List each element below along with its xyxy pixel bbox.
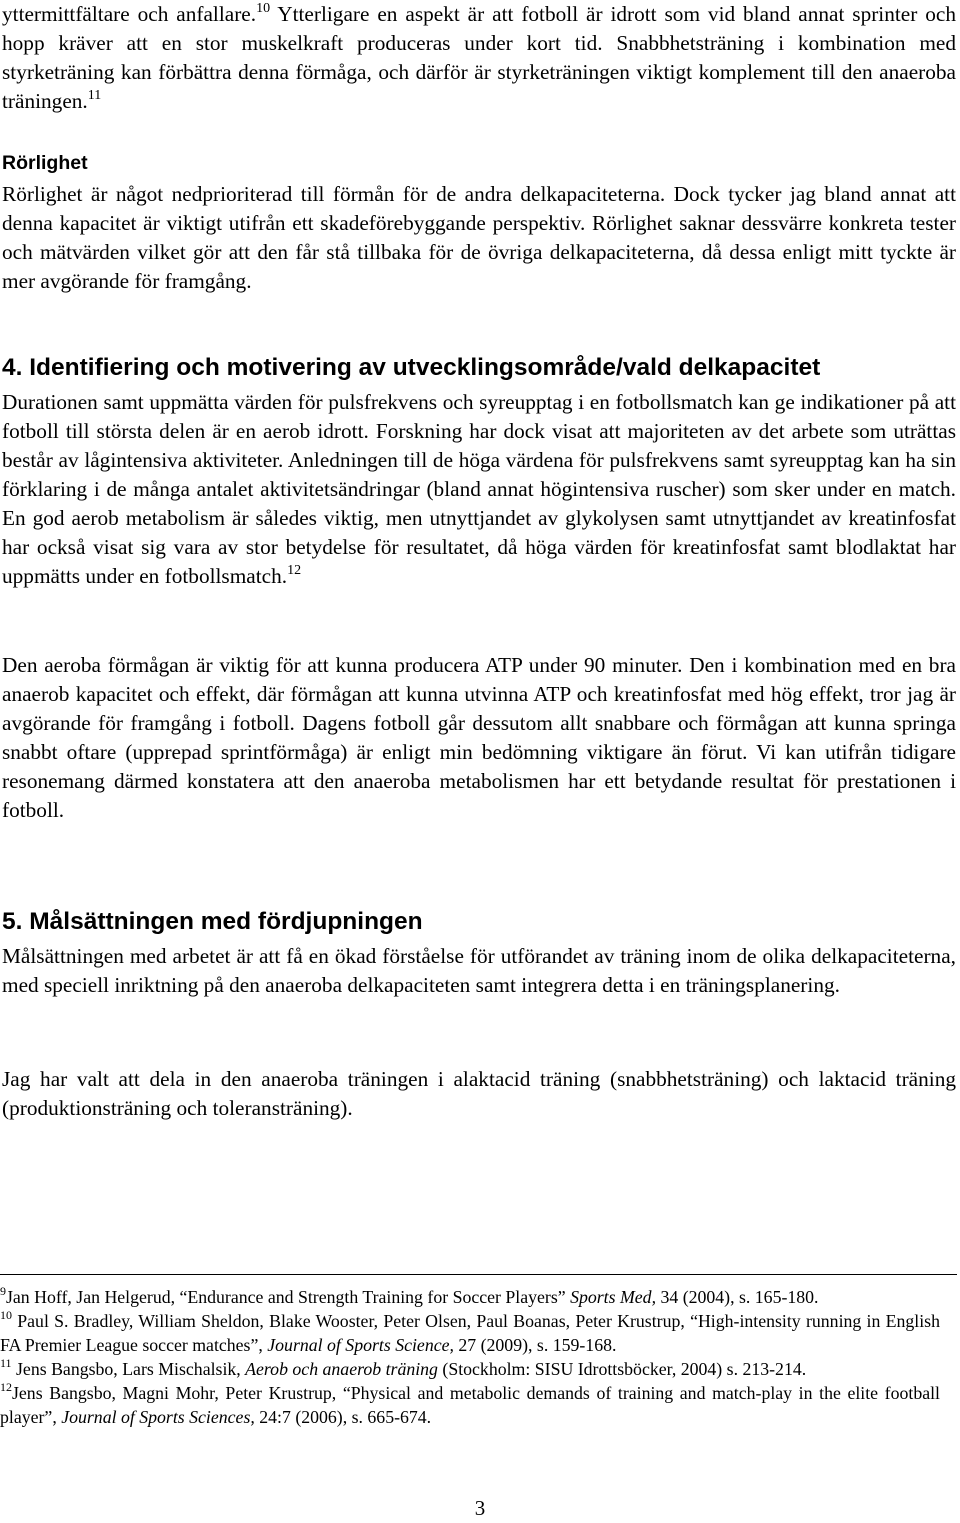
- footnote-details: (Stockholm: SISU Idrottsböcker, 2004) s. 213-214.: [437, 1359, 807, 1379]
- section-5-paragraph-2-wrap: [2, 1065, 956, 1123]
- page-number: 3: [474, 1496, 486, 1520]
- section-4: [2, 353, 956, 591]
- paragraph-rorlighet: Rörlighet är något nedprioriterad till förmån för de andra delkapaciteterna. Dock tycker jag bland annat att denna kapacitet är viktigt utifrån ett skadeförebyggande perspektiv. Rörlighet saknar dessvärre konkreta tester och mätvärden vilket gör att den får stå tillbaka för de övriga delkapaciteterna, då dessa enligt mitt tyckte är mer avgörande för framgång.: [2, 182, 956, 293]
- footnote-details: 27 (2009), s. 159-168.: [453, 1335, 617, 1355]
- footnote-journal: Journal of Sports Sciences,: [61, 1407, 255, 1427]
- footnote-divider: [0, 1274, 957, 1275]
- footnote-number: 9: [0, 1284, 6, 1298]
- footnote-text: Jan Hoff, Jan Helgerud, “Endurance and Strength Training for Soccer Players”: [6, 1287, 571, 1307]
- footnote-journal: Sports Med,: [570, 1287, 657, 1307]
- intro-text-part2: Ytterligare en aspekt är att fotboll är idrott som vid bland annat sprinter och hopp kräver att en stor muskelkraft produceras under kort tid. Snabbhetsträning i kombination med styrketräning kan förbättra denna förmåga, och därför är styrketräningen viktigt komplement till den anaeroba träningen.: [2, 2, 956, 113]
- footnote-text: Jens Bangsbo, Lars Mischalsik,: [11, 1359, 246, 1379]
- footnote-11: [0, 1357, 940, 1381]
- footnotes: [0, 1285, 940, 1429]
- footnote-text: Paul S. Bradley, William Sheldon, Blake Wooster, Peter Olsen, Paul Boanas, Peter Krustrup, “High-intensity running in English FA Premier League soccer matches”,: [0, 1311, 940, 1355]
- section-5-heading: 5. Målsättningen med fördjupningen: [2, 908, 423, 935]
- footnote-12: [0, 1381, 940, 1429]
- section-5-paragraph-1: Målsättningen med arbetet är att få en ökad förståelse för utförandet av träning inom de olika delkapaciteterna, med speciell inriktning på den anaeroba delkapaciteten samt integrera detta i en träningsplanering.: [2, 944, 956, 997]
- section-4-paragraph-2: Den aeroba förmågan är viktig för att kunna producera ATP under 90 minuter. Den i kombination med en bra anaerob kapacitet och effekt, där förmågan att kunna utvinna ATP och kreatinfosfat med hög effekt, tror jag är avgörande för framgång i fotboll. Dagens fotboll går dessutom allt snabbare och förmågan att kunna springa snabbt oftare (upprepad sprintförmåga) är enligt min bedömning viktigare än förut. Vi kan utifrån tidigare resonemang därmed konstatera att den anaeroba metabolismen har ett betydande resultat för prestationen i fotboll.: [2, 653, 956, 822]
- section-5: [2, 907, 956, 1000]
- subheading-rorlighet: Rörlighet: [2, 152, 88, 174]
- footnote-journal: Journal of Sports Science,: [267, 1335, 454, 1355]
- footnote-book-title: Aerob och anaerob träning: [245, 1359, 438, 1379]
- footnote-10: [0, 1309, 940, 1357]
- section-4-paragraph-2-wrap: [2, 651, 956, 825]
- footnote-ref-10[interactable]: 10: [256, 1, 271, 16]
- paragraph-intro: [2, 0, 956, 116]
- footnote-9: [0, 1285, 940, 1309]
- footnote-text: Jens Bangsbo, Magni Mohr, Peter Krustrup, “Physical and metabolic demands of training and match-play in the elite football player”,: [0, 1383, 940, 1427]
- footnote-number: 10: [0, 1308, 12, 1322]
- section-4-p1-text: Durationen samt uppmätta värden för pulsfrekvens och syreupptag i en fotbollsmatch kan ge indikationer på att fotboll till största delen är en aerob idrott. Forskning har dock visat att majoriteten av det arbete som uträttas består av lågintensiva aktiviteter. Anledningen till de höga värdena för pulsfrekvens samt syreupptag kan ha sin förklaring i de många antalet aktivitetsändringar (bland annat högintensiva ruscher) som sker under en match. En god aerob metabolism är således viktig, men utnyttjandet av glykolysen samt utnyttjandet av kreatinfosfat har också visat sig vara av stor betydelse för resultatet, då höga värden för kreatinfosfat samt blodlaktat har uppmätts under en fotbollsmatch.: [2, 390, 956, 588]
- section-4-heading: 4. Identifiering och motivering av utvecklingsområde/vald delkapacitet: [2, 354, 821, 381]
- footnote-details: 24:7 (2006), s. 665-674.: [254, 1407, 432, 1427]
- footnote-ref-12[interactable]: 12: [287, 563, 302, 578]
- section-rorlighet: [2, 150, 956, 296]
- footnote-details: 34 (2004), s. 165-180.: [656, 1287, 819, 1307]
- intro-text-part1: yttermittfältare och anfallare.: [2, 2, 257, 26]
- footnote-number: 12: [0, 1380, 12, 1394]
- section-5-paragraph-2: Jag har valt att dela in den anaeroba träningen i alaktacid träning (snabbhetsträning) och laktacid träning (produktionsträning och toleransträning).: [2, 1067, 956, 1120]
- section-4-paragraph-1: [2, 388, 956, 591]
- footnote-number: 11: [0, 1356, 12, 1370]
- footnote-ref-11[interactable]: 11: [87, 88, 102, 103]
